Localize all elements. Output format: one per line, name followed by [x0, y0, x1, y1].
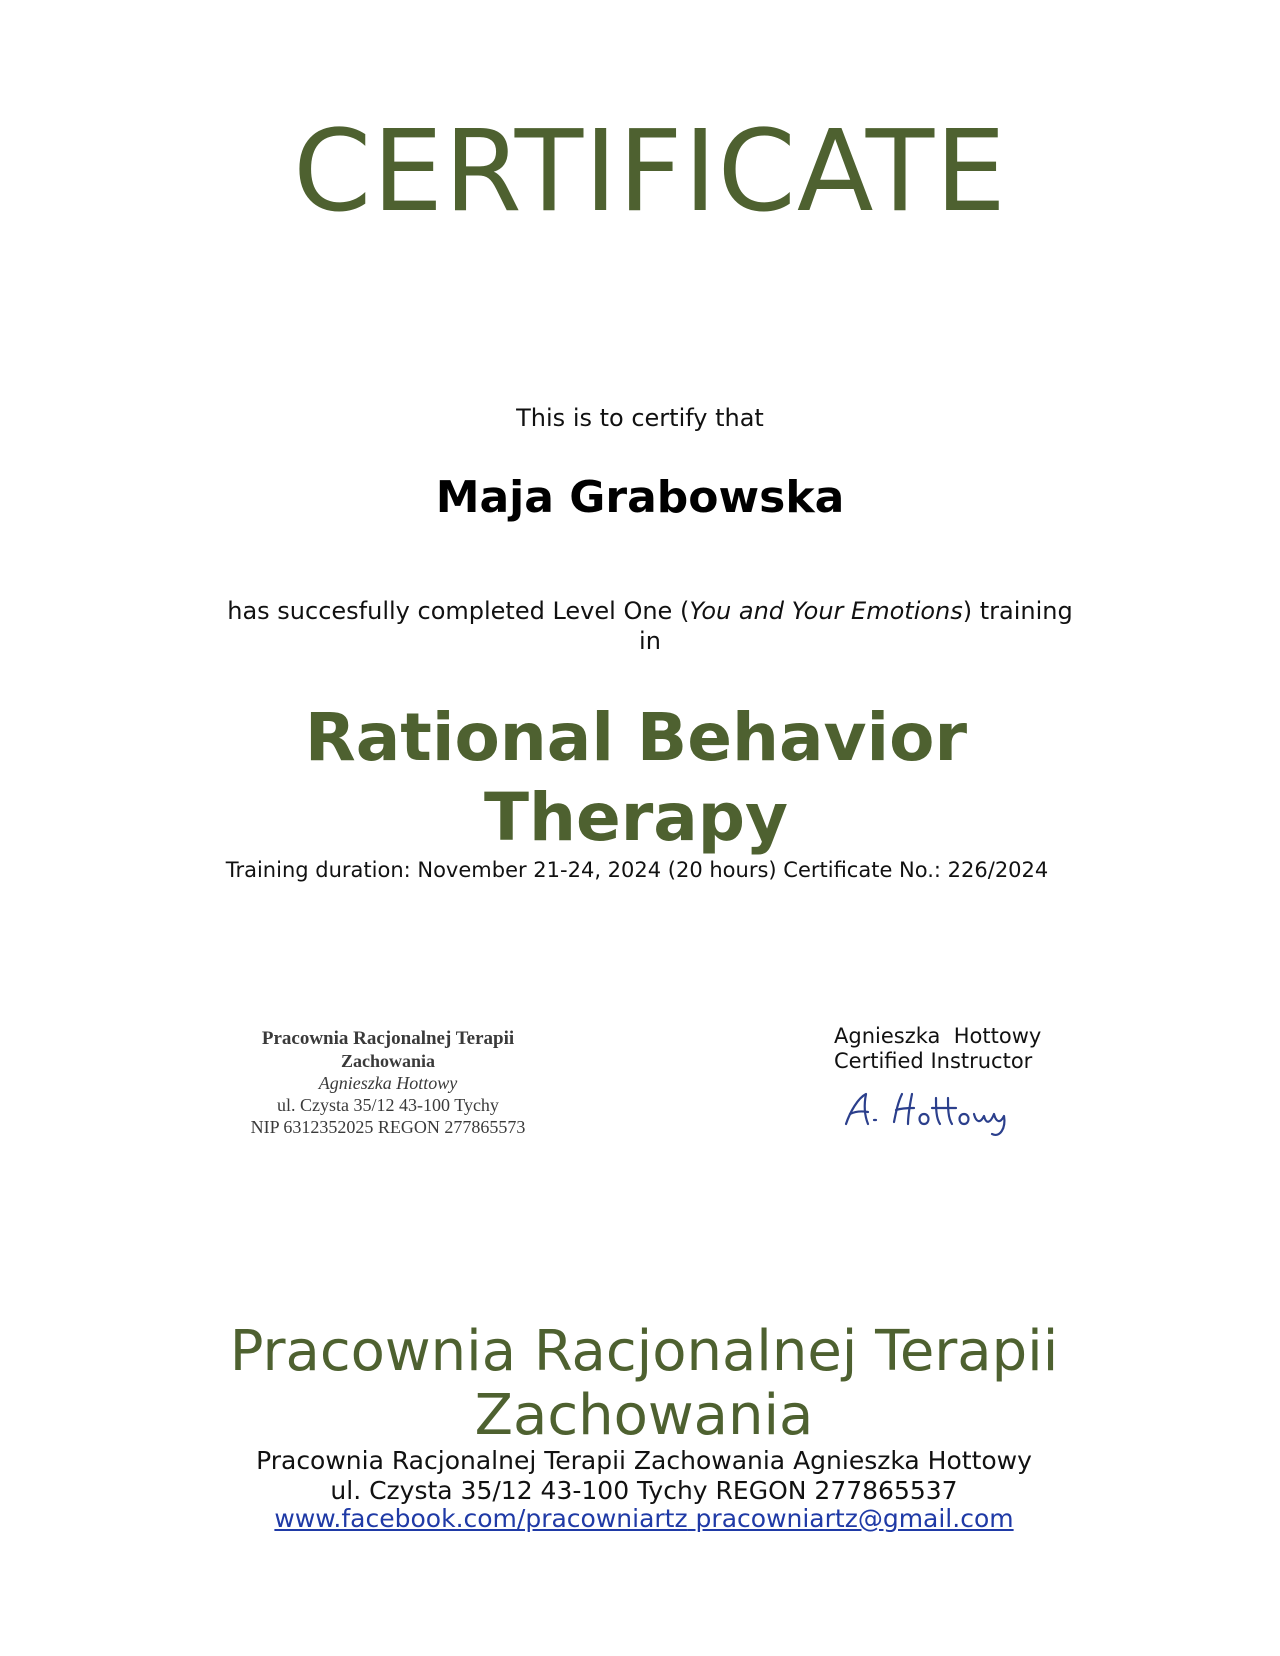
certify-text: This is to certify that	[516, 404, 764, 432]
stamp-line-5: NIP 6312352025 REGON 277865573	[250, 1117, 526, 1137]
handwritten-signature	[840, 1084, 1030, 1144]
organization-name	[4, 1320, 1280, 1448]
level-name: You and Your Emotions	[689, 597, 963, 625]
instructor-role: Certified Instructor	[834, 1049, 1033, 1073]
instructor-name: Agnieszka Hottowy	[834, 1024, 1042, 1048]
completion-prefix: has succesfully completed Level One (	[227, 597, 690, 625]
training-duration: Training duration: November 21-24, 2024 (20 hours) Certificate No.: 226/2024	[225, 858, 1049, 882]
stamp-line-3: Agnieszka Hottowy	[318, 1073, 458, 1093]
organization-address	[4, 1446, 1280, 1506]
organization-stamp	[238, 1028, 538, 1138]
course-title-line1: Rational Behavior	[304, 699, 968, 776]
contact-links	[4, 1504, 1280, 1534]
email-link[interactable]: pracowniartz@gmail.com	[687, 1504, 1014, 1533]
certificate-title: CERTIFICATE	[293, 107, 1007, 237]
stamp-line-4: ul. Czysta 35/12 43-100 Tychy	[277, 1095, 499, 1115]
facebook-link[interactable]: www.facebook.com/pracowniartz	[274, 1504, 688, 1533]
organization-name-line1: Pracownia Racjonalnej Terapii	[229, 1319, 1059, 1384]
address-line-1: Pracownia Racjonalnej Terapii Zachowania Agnieszka Hottowy	[256, 1446, 1032, 1475]
completion-in: in	[639, 627, 661, 655]
stamp-line-2: Zachowania	[340, 1051, 436, 1071]
completion-statement	[180, 596, 1120, 656]
course-title-line2: Therapy	[483, 779, 789, 856]
address-line-2: ul. Czysta 35/12 43-100 Tychy REGON 277865537	[330, 1476, 958, 1505]
stamp-line-1: Pracownia Racjonalnej Terapii	[261, 1028, 515, 1049]
organization-name-line2: Zachowania	[474, 1383, 814, 1448]
completion-suffix: ) training	[962, 597, 1073, 625]
recipient-name: Maja Grabowska	[435, 472, 845, 523]
instructor-block	[834, 1024, 1041, 1074]
course-title	[0, 698, 1276, 858]
